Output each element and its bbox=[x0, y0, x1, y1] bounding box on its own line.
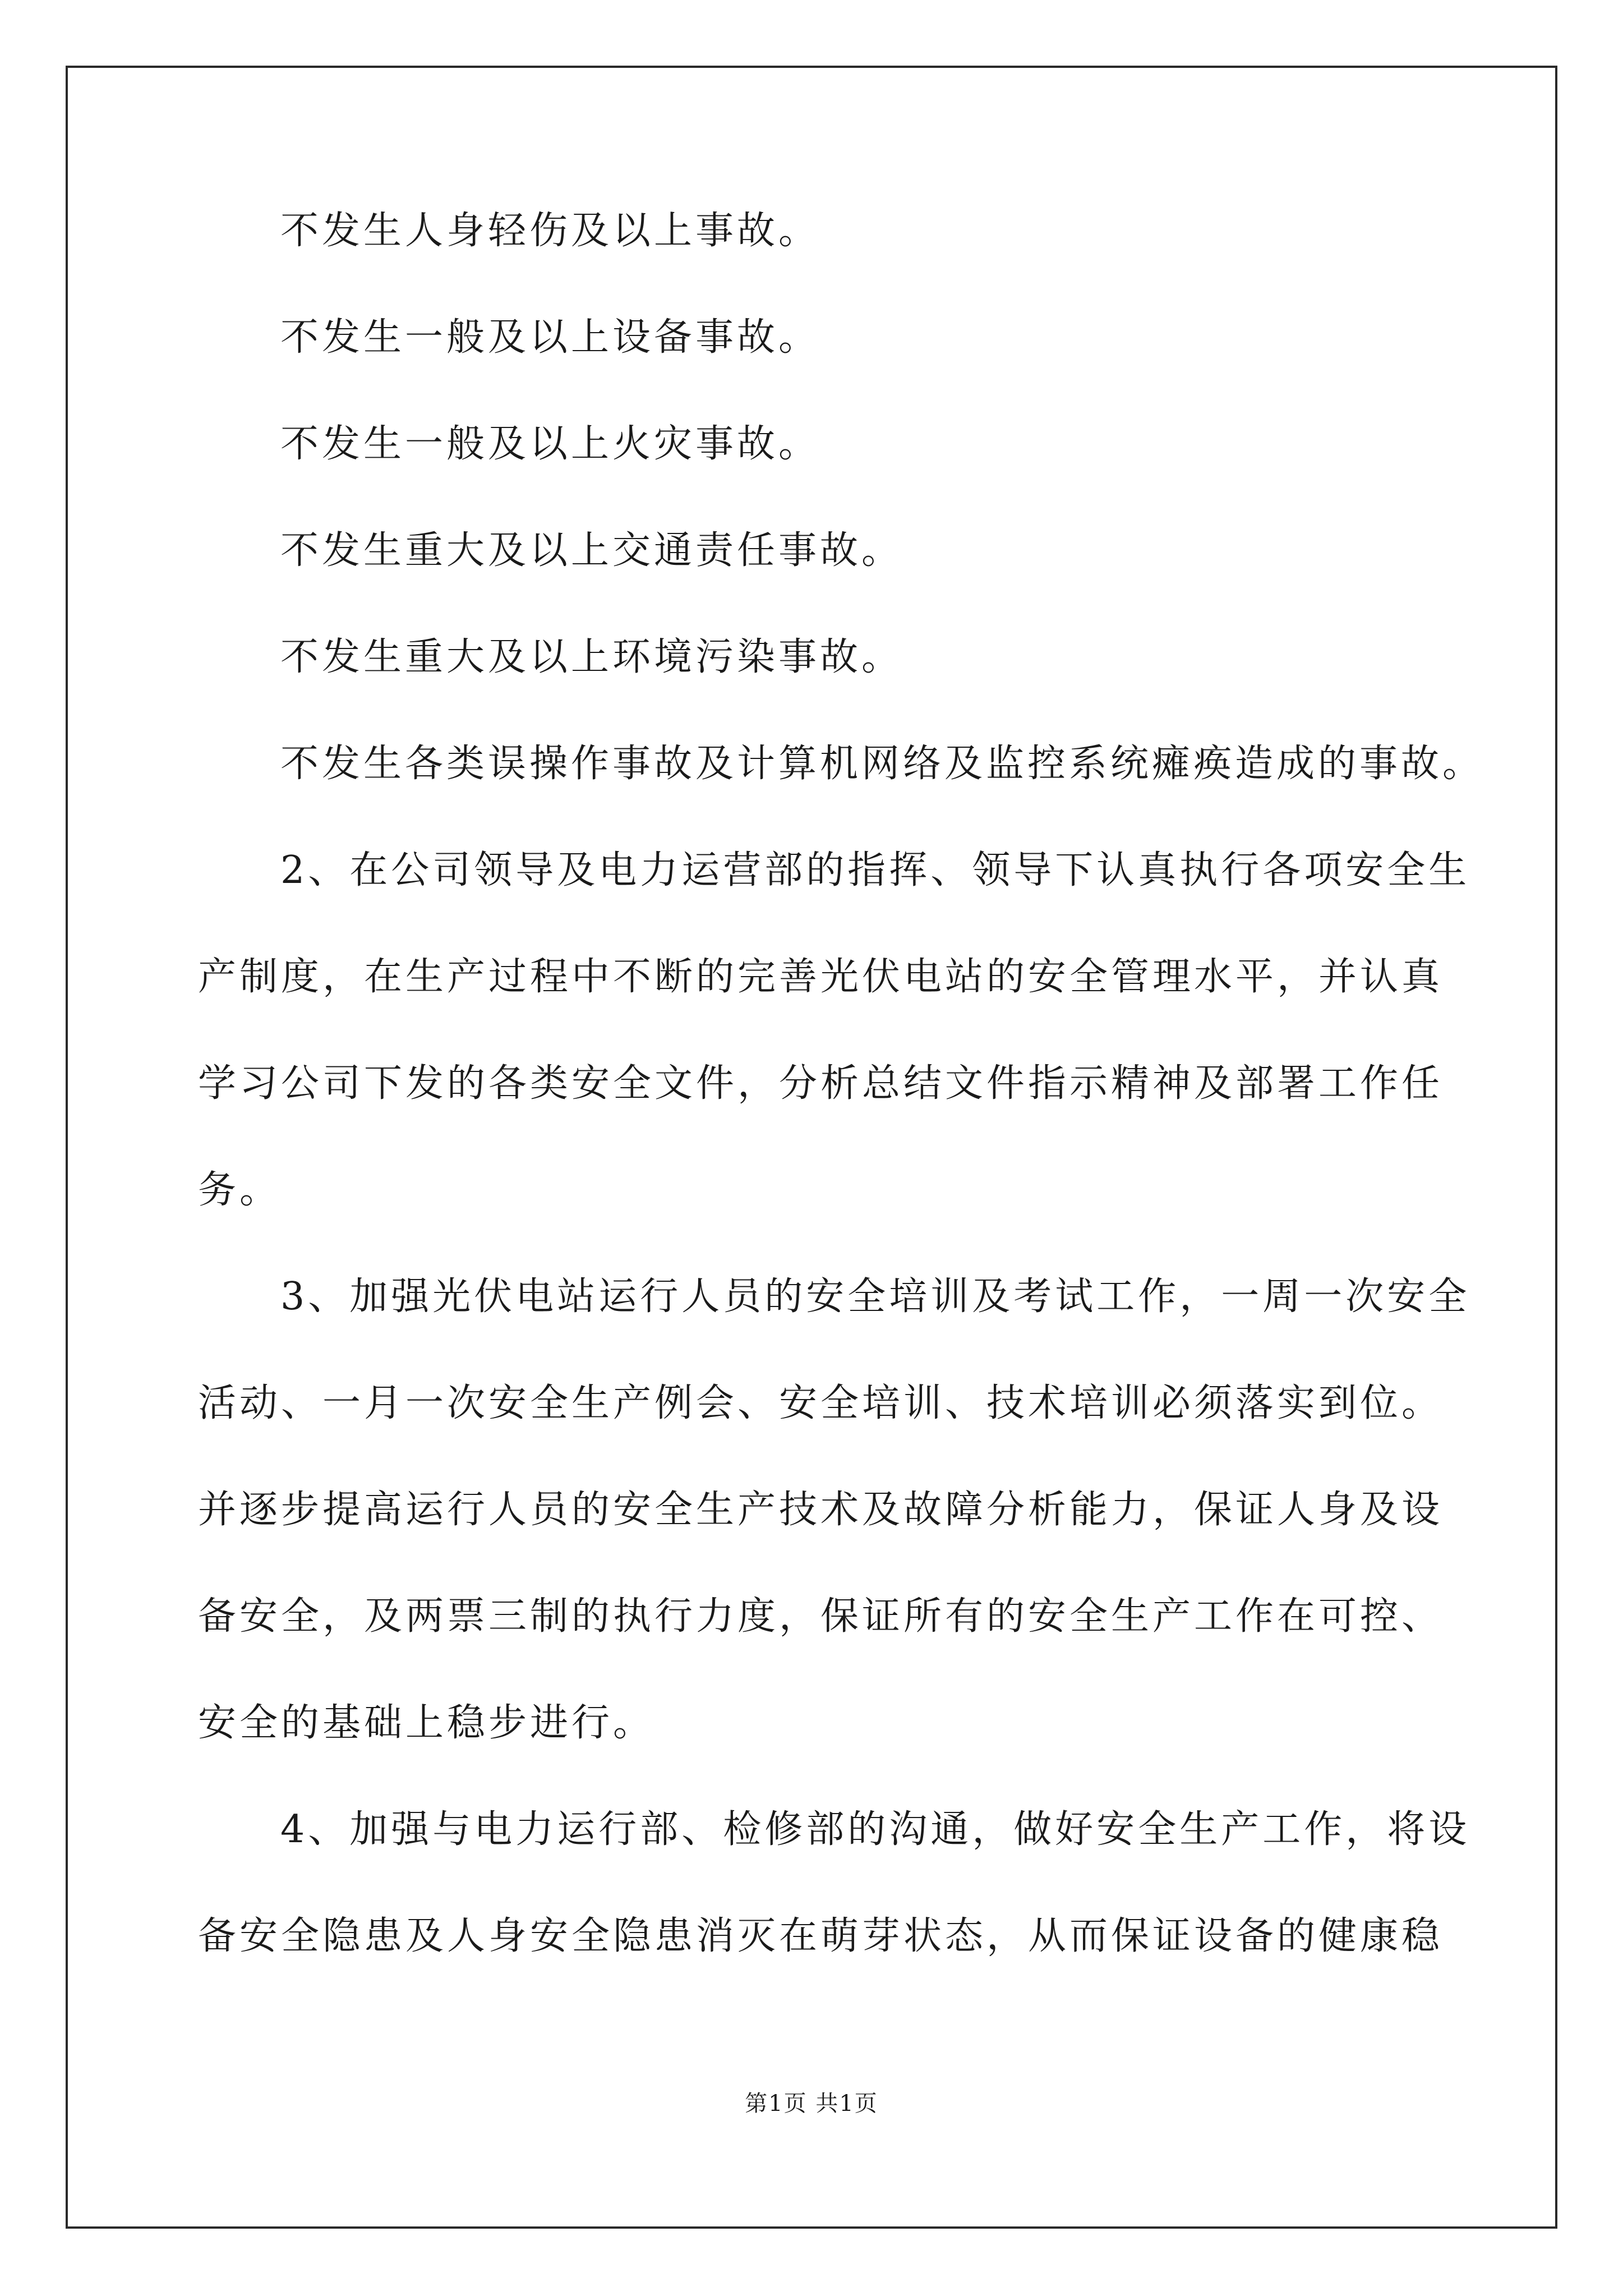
text-line: 备安全隐患及人身安全隐患消灭在萌芽状态，从而保证设备的健康稳 bbox=[198, 1914, 1444, 1958]
page-border bbox=[66, 66, 1557, 2229]
text-line: 活动、一月一次安全生产例会、安全培训、技术培训必须落实到位。 bbox=[198, 1381, 1444, 1425]
page-number-footer: 第1页 共1页 bbox=[745, 2091, 878, 2116]
text-line: 备安全，及两票三制的执行力度，保证所有的安全生产工作在可控、 bbox=[198, 1594, 1444, 1639]
text-line: 不发生重大及以上交通责任事故。 bbox=[280, 528, 903, 573]
text-line: 务。 bbox=[198, 1168, 282, 1212]
text-line: 不发生各类误操作事故及计算机网络及监控系统瘫痪造成的事故。 bbox=[280, 742, 1484, 786]
text-line: 不发生人身轻伤及以上事故。 bbox=[280, 209, 820, 253]
text-line: 学习公司下发的各类安全文件，分析总结文件指示精神及部署工作任 bbox=[198, 1061, 1444, 1106]
text-line: 2、在公司领导及电力运营部的指挥、领导下认真执行各项安全生 bbox=[280, 848, 1470, 892]
text-line: 4、加强与电力运行部、检修部的沟通，做好安全生产工作，将设 bbox=[280, 1807, 1470, 1852]
text-line: 不发生一般及以上火灾事故。 bbox=[280, 422, 820, 466]
text-line: 安全的基础上稳步进行。 bbox=[198, 1701, 655, 1745]
text-line: 3、加强光伏电站运行人员的安全培训及考试工作，一周一次安全 bbox=[280, 1274, 1470, 1319]
text-line: 并逐步提高运行人员的安全生产技术及故障分析能力，保证人身及设 bbox=[198, 1488, 1444, 1532]
text-line: 不发生一般及以上设备事故。 bbox=[280, 315, 820, 360]
text-line: 不发生重大及以上环境污染事故。 bbox=[280, 635, 903, 679]
text-line: 产制度，在生产过程中不断的完善光伏电站的安全管理水平，并认真 bbox=[198, 955, 1444, 999]
